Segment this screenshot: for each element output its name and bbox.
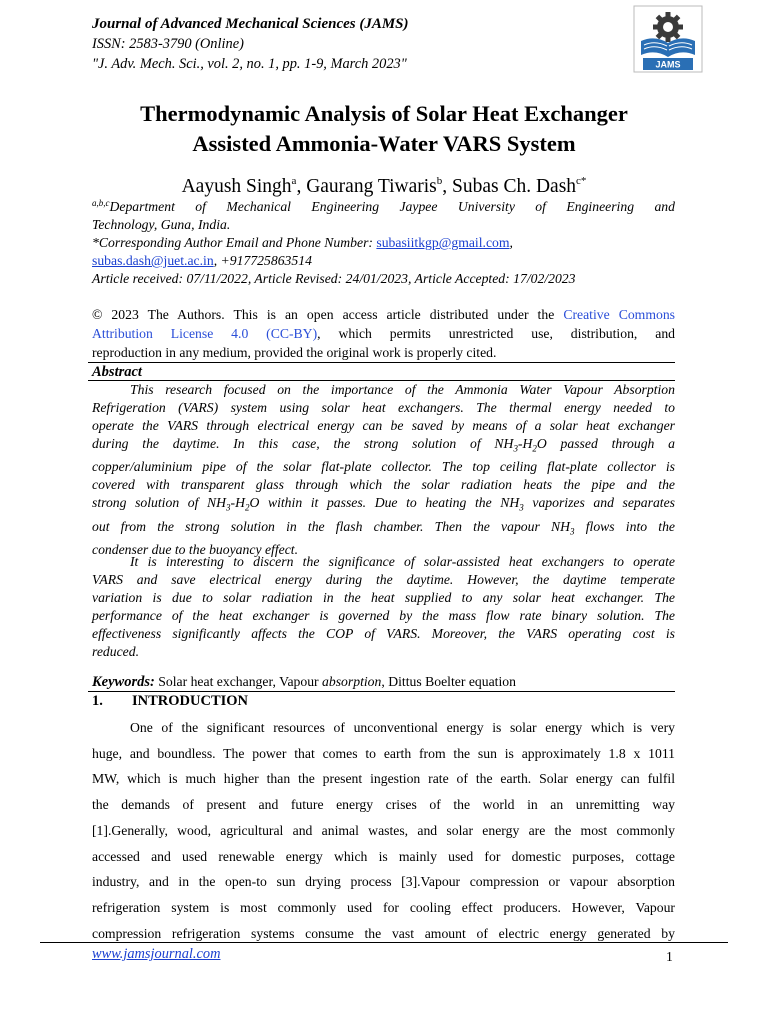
journal-website-link[interactable]: www.jamsjournal.com — [92, 946, 221, 962]
keywords-line: Keywords: Solar heat exchanger, Vapour absorption, Dittus Boelter equation — [92, 674, 516, 690]
page-number: 1 — [666, 949, 673, 964]
corresponding-author: *Corresponding Author Email and Phone Number: subasiitkgp@gmail.com, — [92, 235, 513, 250]
title-line-2: Assisted Ammonia-Water VARS System — [192, 131, 576, 156]
author-1: Aayush Singh$^a$, — [181, 175, 307, 197]
affiliation-line-1: $^{a,b,c}$Department of Mechanical Engineering Jaypee University of Engineering and — [92, 198, 675, 214]
author-3: Subas Ch. Dash$^{c*}$ — [451, 175, 587, 197]
footer-divider — [40, 942, 728, 943]
body-line: [1].Generally, wood, agricultural and animal wastes, and solar energy are the most commonly — [92, 822, 675, 838]
journal-issn: ISSN: 2583-3790 (Online) — [92, 36, 244, 52]
author-2: Gaurang Tiwaris$^b$, — [306, 175, 452, 197]
article-dates: Article received: 07/11/2022, Article Revised: 24/01/2023, Article Accepted: 17/02/2023 — [92, 271, 576, 286]
jams-logo — [633, 5, 703, 73]
logo-text: JAMS — [655, 59, 681, 70]
body-line: One of the significant resources of unconventional energy is solar energy which is very — [130, 720, 675, 735]
journal-name: Journal of Advanced Mechanical Sciences (JAMS) — [92, 16, 409, 32]
journal-header — [92, 14, 409, 74]
affiliation-block — [92, 194, 675, 288]
body-line: compression refrigeration systems consume the vast amount of electric energy generated by — [92, 925, 675, 941]
email-link-1[interactable]: subasiitkgp@gmail.com — [376, 235, 510, 250]
journal-citation: "J. Adv. Mech. Sci., vol. 2, no. 1, pp. 1-9, March 2023" — [92, 56, 407, 72]
abstract-divider-top — [88, 362, 675, 363]
license-notice: © 2023 The Authors. This is an open access article distributed under the Creative Commons Attribution License 4.0 (CC-BY), which permits unrestricted use, distribution, and reproduction in any medium, provided the original work is properly cited. — [92, 307, 676, 360]
body-line: huge, and boundless. The power that comes to earth from the sun is approximately 1.8 x 1011 — [92, 745, 675, 761]
body-line: industry, and in the open-to sun drying process [3].Vapour compression or vapour absorption — [92, 874, 675, 890]
cc-license-link[interactable]: Creative Commons — [563, 307, 675, 322]
paper-title — [60, 99, 708, 159]
keywords-heading: Keywords: — [92, 674, 155, 690]
cc-license-link-2[interactable]: Attribution License 4.0 (CC-BY) — [92, 326, 318, 341]
abstract-paragraph-2: It is interesting to discern the significance of solar-assisted heat exchangers to operate VARS and save electrical energy during the daytime. However, the daytime temperate variation is due to solar radiation in the heat supplied to any solar heat exchanger. The performance of the heat exchanger is governed by the mass flow rate binary solution. The effectiveness significantly affects the COP of VARS. Moreover, the VARS operating cost is reduced. — [92, 554, 675, 659]
body-line: the demands of present and future energy crises of the world in an unremitting way — [92, 797, 675, 813]
body-line: MW, which is much higher than the present ingestion rate of the earth. Solar energy can fulfil — [92, 771, 675, 787]
body-line: refrigeration system is most commonly used for cooling effect producers. However, Vapour — [92, 899, 675, 915]
introduction-body — [92, 715, 675, 946]
body-line: accessed and used renewable energy which is mainly used for domestic purposes, cottage — [92, 848, 675, 864]
contact-line: subas.dash@juet.ac.in, +917725863514 — [92, 253, 312, 268]
title-line-1: Thermodynamic Analysis of Solar Heat Exchanger — [140, 101, 628, 126]
affiliation-line-2: Technology, Guna, India. — [92, 217, 231, 232]
email-link-2[interactable]: subas.dash@juet.ac.in — [92, 253, 214, 268]
abstract-paragraph-1: This research focused on the importance of the Ammonia Water Vapour Absorption Refrigeration (VARS) system using solar heat exchangers. The thermal energy needed to operate the VARS through electrical energy can be saved by means of a solar heat exchanger during the daytime. In this case, the strong solution of $NH_3-H_2O$ passed through a copper/aluminium pipe of the solar flat-plate collector. The top ceiling flat-plate collector is covered with transparent glass through which the solar radiation heats the pipe and the strong solution of $NH_3-H_2O$ within it passes. Due to heating the $NH_3$ vaporizes and separates out from the strong solution in the flash chamber. Then the vapour $NH_3$ flows into the condenser due to the buoyancy effect. — [92, 382, 676, 558]
abstract-heading: Abstract — [92, 364, 142, 380]
section-heading-introduction: 1. INTRODUCTION — [92, 693, 249, 709]
